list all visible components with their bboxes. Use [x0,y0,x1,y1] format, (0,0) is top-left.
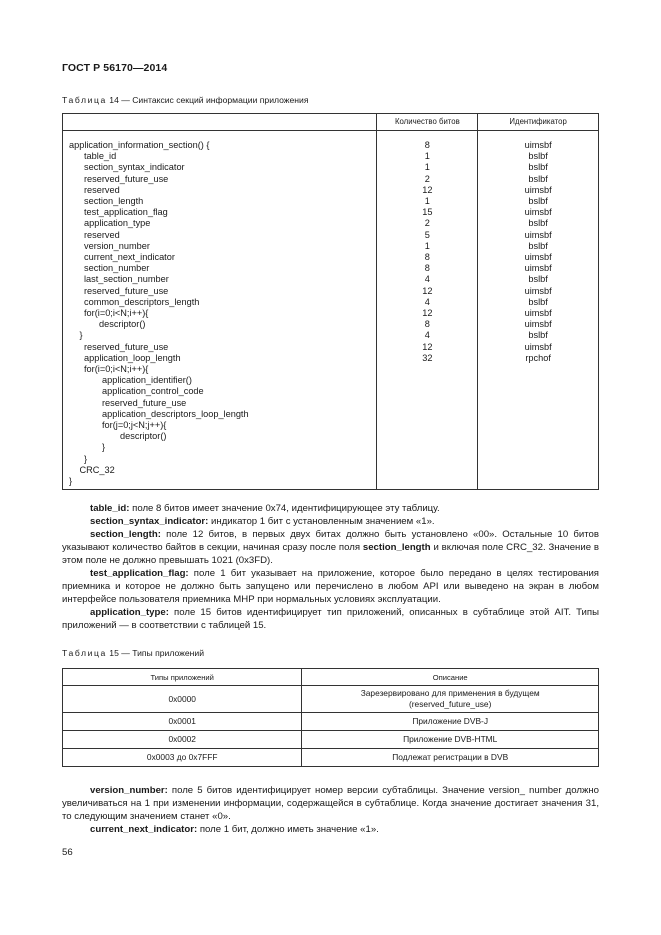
syntax-line: version_number [84,240,150,251]
paragraph-group-2 [62,784,599,836]
syntax-line: application_loop_length [84,352,181,363]
table14-caption-title: 14 — Синтаксис секций информации приложения [109,95,309,105]
bits-value: 4 [424,274,430,285]
identifier-value: uimsbf [524,184,552,195]
page-number: 56 [62,847,73,858]
identifier-value: bslbf [528,151,548,162]
syntax-line: reserved_future_use [84,285,169,296]
bits-value: 12 [422,341,433,352]
syntax-line: section_length [84,196,144,207]
syntax-line: application_identifier() [102,375,192,386]
syntax-line: for(i=0;i<N;i++){ [84,364,149,375]
syntax-line: } [84,453,88,464]
bits-value: 12 [422,285,433,296]
bits-value: 32 [422,352,433,363]
bits-value: 15 [422,207,433,218]
syntax-header [63,114,377,131]
syntax-line: descriptor() [99,319,146,330]
description-cell: Приложение DVB-HTML [302,731,599,749]
term-application-type: application_type: [90,607,169,618]
bits-value: 4 [424,330,430,341]
bits-header: Количество битов [377,114,478,131]
identifier-value: bslbf [528,330,548,341]
bits-value: 1 [424,151,430,162]
table15-caption-prefix: Таблица [62,648,107,658]
para-section-syntax-indicator [62,515,599,528]
term-current-next-indicator: current_next_indicator: [90,824,198,835]
table-row [63,713,599,731]
bits-value: 1 [424,162,430,173]
syntax-line: } [69,476,73,487]
identifier-value: uimsbf [524,341,552,352]
syntax-line: for(j=0;j<N;j++){ [102,420,167,431]
syntax-line: reserved_future_use [84,173,169,184]
description-header: Описание [302,669,599,686]
table15-caption-title: 15 — Типы приложений [109,648,205,658]
syntax-line: test_application_flag [84,207,168,218]
identifier-value: bslbf [528,196,548,207]
syntax-line: for(i=0;i<N;i++){ [84,308,149,319]
bits-value: 8 [424,263,430,274]
table15-caption [62,648,204,658]
bits-value: 12 [422,308,433,319]
syntax-line: application_control_code [102,386,204,397]
text-section-length-a: поле 12 битов, в первых двух битах должно быть установлено «00». Остальные 10 битов указывают количество байтов в секции, начиная сразу после поля [62,529,599,553]
syntax-line: section_syntax_indicator [84,162,185,173]
syntax-line: application_information_section() { [69,140,210,150]
identifier-column [478,131,599,490]
table-row [63,749,599,767]
syntax-line: reserved_future_use [102,397,187,408]
identifier-value: uimsbf [524,319,552,330]
term-section-syntax-indicator: section_syntax_indicator: [90,516,209,527]
description-cell: Зарезервировано для применения в будущем (reserved_future_use) [302,686,599,713]
text-application-type: поле 15 битов идентифицирует тип приложений, описанных в субтаблице этой AIT. Типы приложений — в соответствии с таблицей 15. [62,607,599,631]
syntax-line: application_descriptors_loop_length [102,408,249,419]
identifier-value: uimsbf [524,308,552,319]
bits-value: 12 [422,184,433,195]
description-cell: Приложение DVB-J [302,713,599,731]
para-current-next-indicator [62,823,599,836]
syntax-line: reserved [84,229,120,240]
syntax-line: CRC_32 [79,464,115,475]
syntax-line: reserved_future_use [84,341,169,352]
bits-value: 8 [424,140,430,150]
syntax-column [63,131,377,490]
syntax-table [62,113,599,490]
identifier-value: uimsbf [524,252,552,263]
table-row [63,731,599,749]
para-version-number [62,784,599,823]
syntax-line: } [102,442,106,453]
text-section-length-b: и включая поле CRC_32. Значение в этом поле не должно превышать 1021 (0x3FD). [62,542,600,566]
identifier-value: uimsbf [524,207,552,218]
syntax-line: current_next_indicator [84,252,175,263]
syntax-line: table_id [84,151,117,162]
table14-caption-prefix: Таблица [62,95,107,105]
term-test-application-flag: test_application_flag: [90,568,189,579]
identifier-value: uimsbf [524,285,552,296]
application-type-cell: 0x0003 до 0x7FFF [63,749,302,767]
identifier-header: Идентификатор [478,114,599,131]
bits-value: 2 [424,173,430,184]
term-section-length-inline: section_length [362,542,431,553]
para-section-length [62,528,599,567]
identifier-value: bslbf [528,173,548,184]
syntax-line: section_number [84,263,150,274]
term-section-length: section_length: [90,529,161,540]
application-type-cell: 0x0002 [63,731,302,749]
identifier-value: bslbf [528,162,548,173]
para-table-id [62,502,599,515]
application-type-cell: 0x0000 [63,686,302,713]
bits-column [377,131,478,490]
syntax-line: application_type [84,218,151,229]
type-header: Типы приложений [63,669,302,686]
identifier-value: bslbf [528,274,548,285]
text-current-next-indicator: поле 1 бит, должно иметь значение «1». [197,824,379,835]
application-types-table [62,668,599,767]
syntax-line: last_section_number [84,274,169,285]
table14-caption [62,95,309,105]
identifier-value: rpchof [525,352,551,363]
bits-value: 4 [424,296,430,307]
table-row [63,686,599,713]
text-test-application-flag: поле 1 бит указывает на приложение, которое было передано в целях тестирования приемника и которое не должно быть запущено или перечислено в любом API или выведено на экран в любом интерфейсе пользователя приемника МНР при нормальных условиях эксплуатации. [62,568,599,605]
identifier-value: uimsbf [524,263,552,274]
bits-value: 1 [424,196,430,207]
syntax-line: common_descriptors_length [84,296,200,307]
syntax-line: } [79,330,83,341]
bits-value: 8 [424,319,430,330]
text-section-syntax-indicator: индикатор 1 бит с установленным значением «1». [208,516,435,527]
identifier-value: bslbf [528,218,548,229]
term-table-id: table_id: [90,503,130,514]
identifier-value: uimsbf [524,140,552,150]
syntax-line: descriptor() [120,431,167,442]
bits-value: 1 [424,240,430,251]
syntax-line: reserved [84,184,120,195]
identifier-value: bslbf [528,296,548,307]
text-table-id: поле 8 битов имеет значение 0x74, идентифицирующее эту таблицу. [129,503,440,514]
paragraph-group-1 [62,502,599,632]
identifier-value: bslbf [528,240,548,251]
application-type-cell: 0x0001 [63,713,302,731]
bits-value: 2 [424,218,430,229]
identifier-value: uimsbf [524,229,552,240]
para-test-application-flag [62,567,599,606]
description-cell: Подлежат регистрации в DVB [302,749,599,767]
text-version-number: поле 5 битов идентифицирует номер версии субтаблицы. Значение version_ number должно увеличиваться на 1 при изменении информации, содержащейся в субтаблице. Когда значение достигает значения 31, то следующим значением станет «0». [62,785,599,822]
bits-value: 8 [424,252,430,263]
bits-value: 5 [424,229,430,240]
term-version-number: version_number: [90,785,168,796]
document-header: ГОСТ Р 56170—2014 [62,62,168,74]
para-application-type [62,606,599,632]
